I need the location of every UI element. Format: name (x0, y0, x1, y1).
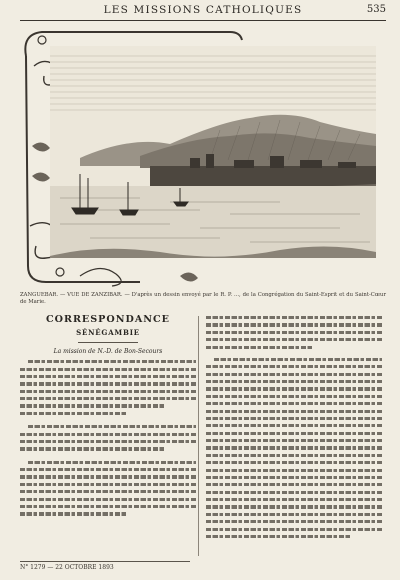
text-line (206, 491, 382, 494)
text-line (206, 454, 382, 457)
text-line (206, 469, 382, 472)
right-column-body (206, 316, 382, 538)
text-line (206, 365, 382, 368)
engraving-illustration (20, 26, 382, 288)
harbor-engraving (20, 26, 382, 288)
text-line (20, 404, 164, 407)
text-line (206, 476, 382, 479)
footer-rule (20, 561, 190, 562)
text-line (20, 498, 196, 501)
text-line (206, 346, 312, 349)
text-line (206, 439, 382, 442)
text-line (206, 316, 382, 319)
header-rule (20, 20, 386, 21)
text-line (206, 323, 382, 326)
article-subtitle: SÉNÉGAMBIE (76, 328, 140, 338)
text-line (206, 410, 382, 413)
text-line (206, 331, 382, 334)
text-line (20, 512, 126, 515)
text-line (206, 528, 382, 531)
text-line (206, 483, 382, 486)
text-line (20, 490, 196, 493)
page-number: 535 (366, 4, 386, 15)
section-title: CORRESPONDANCE (45, 314, 170, 325)
text-line (206, 535, 350, 538)
text-line (20, 483, 196, 486)
text-line (28, 425, 196, 428)
text-line (206, 432, 382, 435)
text-line (20, 397, 196, 400)
text-line (20, 505, 196, 508)
text-line (206, 380, 382, 383)
text-line (20, 440, 196, 443)
text-line (206, 373, 382, 376)
text-line (20, 412, 126, 415)
left-column-body (20, 360, 196, 515)
text-line (20, 475, 196, 478)
column-divider (198, 316, 199, 556)
text-line (206, 338, 382, 341)
text-line (206, 402, 382, 405)
text-line (20, 468, 196, 471)
text-line (206, 498, 382, 501)
article-byline: La mission de N.-D. de Bon-Secours (53, 347, 163, 355)
text-line (206, 520, 382, 523)
right-column (206, 316, 382, 542)
text-line (20, 382, 196, 385)
text-line (20, 447, 164, 450)
text-line (206, 505, 382, 508)
text-line (206, 446, 382, 449)
left-column (20, 316, 196, 520)
text-line (206, 417, 382, 420)
journal-title: LES MISSIONS CATHOLIQUES (103, 4, 303, 16)
issue-footer: N° 1279 — 22 OCTOBRE 1893 (20, 564, 114, 571)
text-line (206, 461, 382, 464)
subtitle-rule (78, 342, 138, 343)
text-line (20, 433, 196, 436)
text-line (206, 513, 382, 516)
text-line (214, 358, 382, 361)
text-line (20, 390, 196, 393)
figure-caption: ZANGUEBAR. — VUE DE ZANZIBAR. — D'après un dessin envoyé par le R. P. ..., de la Congrégation du Saint-Esprit et du Saint-Cœur de Marie. (20, 292, 386, 305)
text-line (206, 395, 382, 398)
text-line (28, 360, 196, 363)
text-line (206, 387, 382, 390)
text-line (20, 368, 196, 371)
text-line (28, 461, 196, 464)
running-head (20, 4, 386, 20)
text-line (206, 424, 382, 427)
text-line (20, 375, 196, 378)
